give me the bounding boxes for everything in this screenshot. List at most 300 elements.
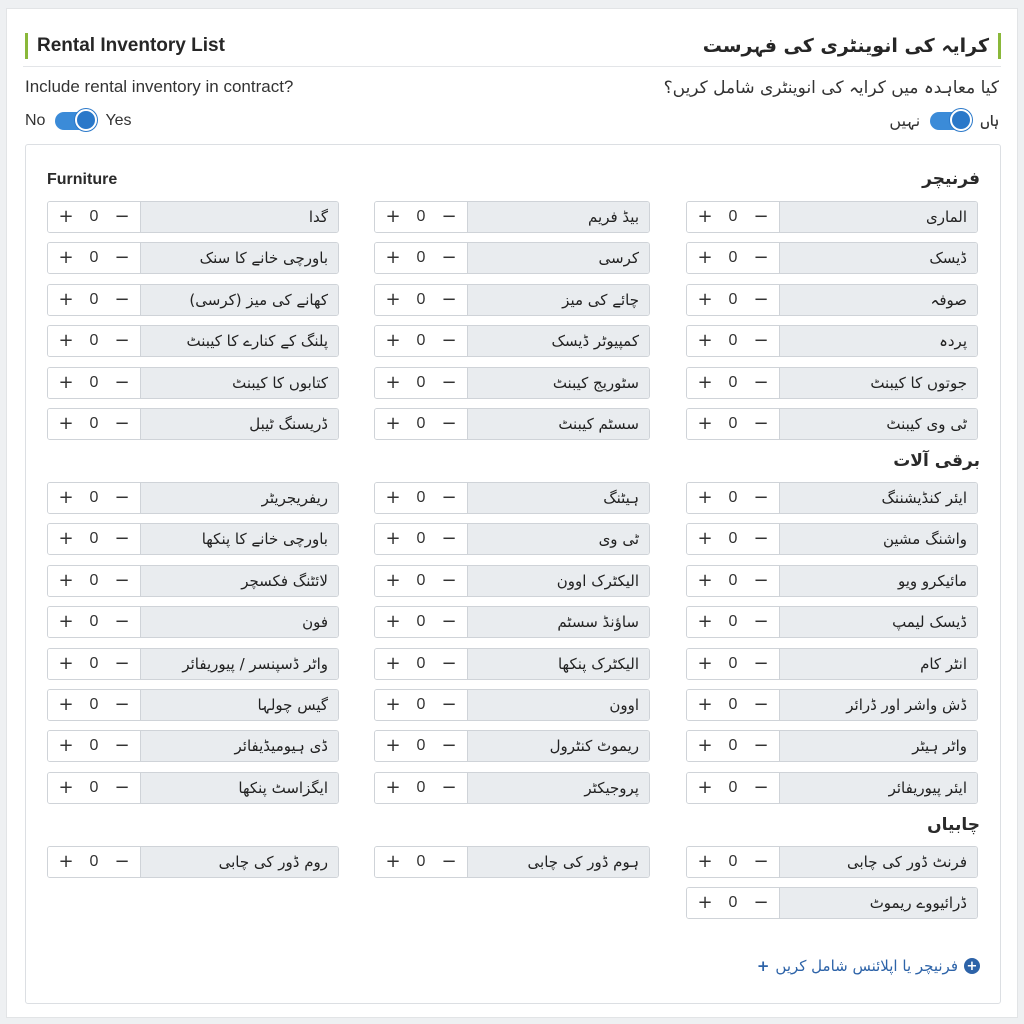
inventory-item: [374, 523, 650, 555]
item-label: گیس چولہا: [140, 690, 338, 720]
increment-button[interactable]: +: [697, 413, 713, 434]
toggle-knob: [950, 109, 972, 131]
quantity-value: 0: [89, 779, 99, 796]
decrement-button[interactable]: −: [441, 413, 457, 434]
decrement-button[interactable]: −: [114, 206, 130, 227]
quantity-stepper: [375, 202, 467, 232]
quantity-value: 0: [728, 374, 738, 391]
inventory-item: [47, 367, 339, 399]
quantity-stepper: [687, 888, 779, 918]
quantity-value: 0: [728, 332, 738, 349]
decrement-button[interactable]: −: [753, 570, 769, 591]
quantity-value: 0: [416, 208, 426, 225]
quantity-value: 0: [89, 737, 99, 754]
decrement-button[interactable]: −: [753, 851, 769, 872]
increment-button[interactable]: +: [58, 247, 74, 268]
item-label: ایئر پیوریفائر: [779, 773, 977, 803]
item-label: گدا: [140, 202, 338, 232]
item-label: اوون: [467, 690, 649, 720]
inventory-item: [374, 565, 650, 597]
quantity-stepper: [48, 202, 140, 232]
decrement-button[interactable]: −: [114, 694, 130, 715]
decrement-button[interactable]: −: [441, 289, 457, 310]
quantity-value: 0: [89, 613, 99, 630]
item-label: سٹوریج کیبنٹ: [467, 368, 649, 398]
increment-button[interactable]: +: [58, 330, 74, 351]
quantity-value: 0: [89, 530, 99, 547]
inventory-item: [374, 367, 650, 399]
inventory-item: [47, 523, 339, 555]
decrement-button[interactable]: −: [441, 735, 457, 756]
item-label: ڈیسک: [779, 243, 977, 273]
header-divider: [23, 66, 1001, 67]
decrement-button[interactable]: −: [441, 694, 457, 715]
quantity-stepper: [687, 847, 779, 877]
item-label: ریفریجریٹر: [140, 483, 338, 513]
item-label: واشنگ مشین: [779, 524, 977, 554]
decrement-button[interactable]: −: [441, 611, 457, 632]
quantity-value: 0: [728, 489, 738, 506]
decrement-button[interactable]: −: [114, 570, 130, 591]
quantity-stepper: [375, 285, 467, 315]
quantity-value: 0: [728, 853, 738, 870]
quantity-value: 0: [416, 291, 426, 308]
item-label: الیکٹرک اوون: [467, 566, 649, 596]
quantity-stepper: [687, 773, 779, 803]
item-label: ڈی ہیومیڈیفائر: [140, 731, 338, 761]
decrement-button[interactable]: −: [114, 528, 130, 549]
section-title-furniture-en: Furniture: [47, 171, 118, 188]
quantity-value: 0: [416, 374, 426, 391]
inventory-item: [374, 284, 650, 316]
item-label: فون: [140, 607, 338, 637]
inventory-item: [374, 730, 650, 762]
quantity-stepper: [375, 731, 467, 761]
inventory-item: [686, 689, 978, 721]
quantity-stepper: [375, 566, 467, 596]
quantity-value: 0: [416, 853, 426, 870]
quantity-stepper: [48, 524, 140, 554]
quantity-value: 0: [728, 779, 738, 796]
item-label: ٹی وی: [467, 524, 649, 554]
inventory-item: [374, 772, 650, 804]
inventory-item: [47, 606, 339, 638]
include-toggle-row-ur: [889, 109, 999, 133]
item-label: واٹر ہیٹر: [779, 731, 977, 761]
item-label: صوفہ: [779, 285, 977, 315]
increment-button[interactable]: +: [58, 735, 74, 756]
item-label: ڈش واشر اور ڈرائر: [779, 690, 977, 720]
item-label: سسٹم کیبنٹ: [467, 409, 649, 439]
increment-button[interactable]: +: [697, 851, 713, 872]
inventory-item: [374, 242, 650, 274]
increment-button[interactable]: +: [697, 653, 713, 674]
increment-button[interactable]: +: [58, 570, 74, 591]
increment-button[interactable]: +: [697, 247, 713, 268]
title-row: [7, 25, 1017, 69]
inventory-item: [686, 887, 978, 919]
quantity-value: 0: [728, 737, 738, 754]
quantity-value: 0: [416, 415, 426, 432]
inventory-item: [686, 367, 978, 399]
quantity-value: 0: [416, 530, 426, 547]
increment-button[interactable]: +: [697, 206, 713, 227]
item-label: جوتوں کا کیبنٹ: [779, 368, 977, 398]
rental-inventory-page: [6, 8, 1018, 1018]
increment-button[interactable]: +: [697, 892, 713, 913]
increment-button[interactable]: +: [697, 777, 713, 798]
decrement-button[interactable]: −: [753, 653, 769, 674]
item-label: فرنٹ ڈور کی چابی: [779, 847, 977, 877]
quantity-stepper: [687, 731, 779, 761]
decrement-button[interactable]: −: [114, 372, 130, 393]
increment-button[interactable]: +: [58, 653, 74, 674]
quantity-value: 0: [89, 374, 99, 391]
increment-button[interactable]: +: [385, 289, 401, 310]
increment-button[interactable]: +: [697, 694, 713, 715]
item-label: بیڈ فریم: [467, 202, 649, 232]
inventory-item: [374, 482, 650, 514]
decrement-button[interactable]: −: [114, 487, 130, 508]
quantity-stepper: [687, 690, 779, 720]
inventory-item: [686, 482, 978, 514]
inventory-item: [686, 325, 978, 357]
quantity-stepper: [48, 285, 140, 315]
quantity-stepper: [375, 483, 467, 513]
quantity-value: 0: [728, 415, 738, 432]
increment-button[interactable]: +: [385, 487, 401, 508]
include-inventory-toggle-en[interactable]: [55, 112, 95, 130]
inventory-item: [686, 201, 978, 233]
item-label: پردہ: [779, 326, 977, 356]
add-link-label: فرنیچر یا اپلائنس شامل کریں: [775, 957, 958, 975]
quantity-value: 0: [728, 572, 738, 589]
increment-button[interactable]: +: [58, 413, 74, 434]
quantity-value: 0: [89, 853, 99, 870]
plus-circle-icon: +: [964, 958, 980, 974]
toggle-yes-label-en: Yes: [105, 112, 132, 129]
item-label: روم ڈور کی چابی: [140, 847, 338, 877]
inventory-item: [47, 565, 339, 597]
increment-button[interactable]: +: [385, 372, 401, 393]
inventory-item: [686, 523, 978, 555]
quantity-stepper: [375, 649, 467, 679]
inventory-item: [686, 565, 978, 597]
item-label: لائٹنگ فکسچر: [140, 566, 338, 596]
inventory-item: [47, 846, 339, 878]
increment-button[interactable]: +: [58, 206, 74, 227]
item-label: واٹر ڈسپنسر / پیوریفائر: [140, 649, 338, 679]
quantity-stepper: [48, 409, 140, 439]
add-furniture-appliance-link[interactable]: [757, 957, 980, 975]
quantity-value: 0: [728, 655, 738, 672]
increment-button[interactable]: +: [385, 330, 401, 351]
item-label: چائے کی میز: [467, 285, 649, 315]
decrement-button[interactable]: −: [441, 372, 457, 393]
increment-button[interactable]: +: [58, 289, 74, 310]
inventory-item: [686, 846, 978, 878]
quantity-value: 0: [89, 489, 99, 506]
decrement-button[interactable]: −: [114, 653, 130, 674]
decrement-button[interactable]: −: [753, 247, 769, 268]
quantity-stepper: [48, 326, 140, 356]
increment-button[interactable]: +: [58, 694, 74, 715]
item-label: ہیٹنگ: [467, 483, 649, 513]
decrement-button[interactable]: −: [753, 777, 769, 798]
decrement-button[interactable]: −: [441, 206, 457, 227]
decrement-button[interactable]: −: [114, 851, 130, 872]
quantity-stepper: [375, 773, 467, 803]
item-label: ساؤنڈ سسٹم: [467, 607, 649, 637]
decrement-button[interactable]: −: [114, 777, 130, 798]
item-label: ٹی وی کیبنٹ: [779, 409, 977, 439]
decrement-button[interactable]: −: [441, 777, 457, 798]
quantity-value: 0: [416, 655, 426, 672]
quantity-stepper: [48, 847, 140, 877]
decrement-button[interactable]: −: [753, 413, 769, 434]
increment-button[interactable]: +: [697, 487, 713, 508]
quantity-value: 0: [416, 613, 426, 630]
quantity-value: 0: [416, 249, 426, 266]
quantity-value: 0: [89, 291, 99, 308]
decrement-button[interactable]: −: [753, 372, 769, 393]
section-title-appliances-ur: برقی آلات: [893, 451, 980, 471]
decrement-button[interactable]: −: [441, 487, 457, 508]
increment-button[interactable]: +: [58, 487, 74, 508]
quantity-value: 0: [89, 655, 99, 672]
item-label: ڈریسنگ ٹیبل: [140, 409, 338, 439]
inventory-item: [686, 284, 978, 316]
quantity-value: 0: [416, 696, 426, 713]
decrement-button[interactable]: −: [753, 330, 769, 351]
increment-button[interactable]: +: [58, 611, 74, 632]
inventory-item: [47, 325, 339, 357]
decrement-button[interactable]: −: [114, 330, 130, 351]
increment-button[interactable]: +: [385, 247, 401, 268]
item-label: کمپیوٹر ڈیسک: [467, 326, 649, 356]
decrement-button[interactable]: −: [753, 206, 769, 227]
inventory-item: [686, 408, 978, 440]
quantity-value: 0: [728, 894, 738, 911]
inventory-item: [686, 242, 978, 274]
quantity-stepper: [375, 690, 467, 720]
item-label: کتابوں کا کیبنٹ: [140, 368, 338, 398]
decrement-button[interactable]: −: [114, 735, 130, 756]
include-inventory-toggle-ur[interactable]: [930, 112, 970, 130]
quantity-value: 0: [416, 779, 426, 796]
item-label: پروجیکٹر: [467, 773, 649, 803]
item-label: انٹر کام: [779, 649, 977, 679]
toggle-no-label-ur: نہیں: [889, 113, 921, 130]
decrement-button[interactable]: −: [114, 413, 130, 434]
increment-button[interactable]: +: [697, 289, 713, 310]
page-title-ur: کرایہ کی انوینٹری کی فہرست: [703, 33, 1001, 59]
increment-button[interactable]: +: [385, 206, 401, 227]
inventory-item: [686, 648, 978, 680]
item-label: ایئر کنڈیشننگ: [779, 483, 977, 513]
quantity-stepper: [687, 524, 779, 554]
quantity-value: 0: [89, 415, 99, 432]
item-label: کرسی: [467, 243, 649, 273]
inventory-item: [374, 325, 650, 357]
quantity-stepper: [48, 731, 140, 761]
decrement-button[interactable]: −: [441, 653, 457, 674]
item-label: ڈیسک لیمپ: [779, 607, 977, 637]
quantity-value: 0: [89, 696, 99, 713]
inventory-item: [686, 772, 978, 804]
inventory-item: [686, 606, 978, 638]
quantity-stepper: [687, 409, 779, 439]
increment-button[interactable]: +: [697, 330, 713, 351]
toggle-no-label-en: No: [25, 112, 46, 129]
inventory-item: [374, 408, 650, 440]
decrement-button[interactable]: −: [753, 289, 769, 310]
quantity-value: 0: [416, 737, 426, 754]
decrement-button[interactable]: −: [441, 247, 457, 268]
include-question-ur: کیا معاہدہ میں کرایہ کی انوینٹری شامل کریں؟: [663, 78, 999, 98]
quantity-value: 0: [728, 249, 738, 266]
quantity-stepper: [687, 483, 779, 513]
decrement-button[interactable]: −: [114, 289, 130, 310]
quantity-stepper: [375, 409, 467, 439]
increment-button[interactable]: +: [58, 777, 74, 798]
item-label: باورچی خانے کا سنک: [140, 243, 338, 273]
decrement-button[interactable]: −: [753, 487, 769, 508]
quantity-value: 0: [416, 489, 426, 506]
include-question-en: Include rental inventory in contract?: [25, 77, 294, 96]
inventory-item: [47, 482, 339, 514]
inventory-item: [47, 772, 339, 804]
decrement-button[interactable]: −: [441, 570, 457, 591]
inventory-item: [47, 408, 339, 440]
section-title-keys-ur: چابیاں: [927, 815, 980, 835]
quantity-value: 0: [728, 696, 738, 713]
toggle-knob: [75, 109, 97, 131]
increment-button[interactable]: +: [697, 611, 713, 632]
quantity-stepper: [687, 566, 779, 596]
quantity-stepper: [687, 285, 779, 315]
inventory-item: [47, 689, 339, 721]
quantity-stepper: [48, 483, 140, 513]
quantity-stepper: [687, 649, 779, 679]
inventory-item: [374, 606, 650, 638]
item-label: ہوم ڈور کی چابی: [467, 847, 649, 877]
item-label: ریموٹ کنٹرول: [467, 731, 649, 761]
include-toggle-row-en: [25, 109, 132, 133]
inventory-item: [47, 284, 339, 316]
quantity-stepper: [375, 524, 467, 554]
decrement-button[interactable]: −: [441, 528, 457, 549]
quantity-stepper: [687, 326, 779, 356]
quantity-stepper: [48, 607, 140, 637]
decrement-button[interactable]: −: [114, 611, 130, 632]
increment-button[interactable]: +: [697, 528, 713, 549]
item-label: کھانے کی میز (کرسی): [140, 285, 338, 315]
quantity-stepper: [375, 368, 467, 398]
increment-button[interactable]: +: [385, 777, 401, 798]
quantity-value: 0: [728, 613, 738, 630]
inventory-item: [374, 648, 650, 680]
item-label: ایگزاسٹ پنکھا: [140, 773, 338, 803]
item-label: باورچی خانے کا پنکھا: [140, 524, 338, 554]
inventory-item: [47, 242, 339, 274]
inventory-item: [47, 201, 339, 233]
item-label: پلنگ کے کنارے کا کیبنٹ: [140, 326, 338, 356]
inventory-item: [47, 730, 339, 762]
quantity-value: 0: [89, 332, 99, 349]
increment-button[interactable]: +: [697, 570, 713, 591]
page-title-en: Rental Inventory List: [25, 33, 225, 59]
increment-button[interactable]: +: [697, 735, 713, 756]
quantity-value: 0: [728, 291, 738, 308]
quantity-value: 0: [728, 530, 738, 547]
inventory-item: [374, 201, 650, 233]
item-label: ڈرائیووے ریموٹ: [779, 888, 977, 918]
increment-button[interactable]: +: [58, 851, 74, 872]
quantity-stepper: [48, 649, 140, 679]
quantity-stepper: [687, 202, 779, 232]
quantity-stepper: [375, 607, 467, 637]
increment-button[interactable]: +: [385, 851, 401, 872]
decrement-button[interactable]: −: [753, 528, 769, 549]
quantity-stepper: [375, 326, 467, 356]
decrement-button[interactable]: −: [753, 694, 769, 715]
quantity-stepper: [48, 773, 140, 803]
decrement-button[interactable]: −: [441, 330, 457, 351]
increment-button[interactable]: +: [385, 611, 401, 632]
inventory-item: [374, 689, 650, 721]
quantity-stepper: [48, 368, 140, 398]
increment-button[interactable]: +: [385, 694, 401, 715]
quantity-stepper: [48, 566, 140, 596]
quantity-stepper: [687, 243, 779, 273]
section-title-furniture-ur: فرنیچر: [922, 169, 980, 189]
increment-button[interactable]: +: [697, 372, 713, 393]
quantity-value: 0: [89, 572, 99, 589]
quantity-value: 0: [416, 332, 426, 349]
quantity-stepper: [48, 690, 140, 720]
quantity-stepper: [375, 847, 467, 877]
item-label: مائیکرو ویو: [779, 566, 977, 596]
quantity-stepper: [48, 243, 140, 273]
inventory-item: [686, 730, 978, 762]
decrement-button[interactable]: −: [753, 892, 769, 913]
increment-button[interactable]: +: [385, 570, 401, 591]
quantity-stepper: [375, 243, 467, 273]
increment-button[interactable]: +: [385, 528, 401, 549]
decrement-button[interactable]: −: [753, 735, 769, 756]
increment-button[interactable]: +: [385, 653, 401, 674]
inventory-item: [47, 648, 339, 680]
decrement-button[interactable]: −: [441, 851, 457, 872]
item-label: الیکٹرک پنکھا: [467, 649, 649, 679]
quantity-value: 0: [89, 249, 99, 266]
quantity-stepper: [687, 368, 779, 398]
inventory-item: [374, 846, 650, 878]
toggle-yes-label-ur: ہاں: [980, 113, 999, 130]
item-label: الماری: [779, 202, 977, 232]
quantity-value: 0: [89, 208, 99, 225]
decrement-button[interactable]: −: [114, 247, 130, 268]
increment-button[interactable]: +: [385, 735, 401, 756]
quantity-value: 0: [728, 208, 738, 225]
quantity-stepper: [687, 607, 779, 637]
increment-button[interactable]: +: [385, 413, 401, 434]
increment-button[interactable]: +: [58, 372, 74, 393]
decrement-button[interactable]: −: [753, 611, 769, 632]
quantity-value: 0: [416, 572, 426, 589]
increment-button[interactable]: +: [58, 528, 74, 549]
